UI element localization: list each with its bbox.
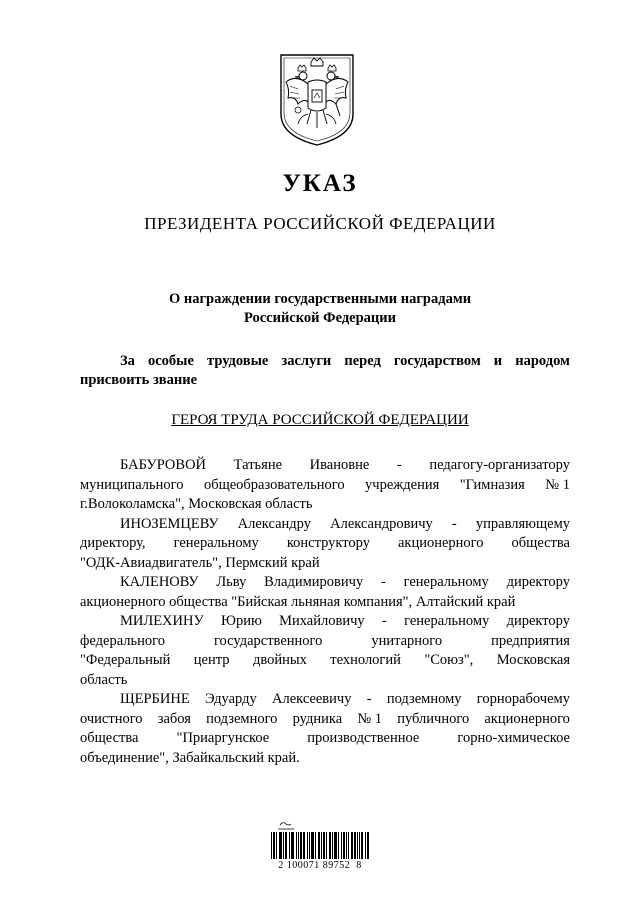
awardee-word: директору <box>506 613 570 629</box>
awardee-entry <box>80 612 570 690</box>
decree-subject <box>60 290 580 328</box>
awardee-word: - <box>366 691 372 707</box>
awardee-word: льняная <box>291 593 344 610</box>
barcode-bar <box>332 832 333 859</box>
awardee-entry-line <box>80 515 570 535</box>
awardee-word: конструктору <box>286 535 370 551</box>
barcode-bar <box>271 832 272 859</box>
awardee-word: рудника <box>292 710 343 727</box>
awardee-word: акционерного <box>484 710 570 727</box>
intro-word: заслуги <box>281 353 332 369</box>
barcode-bar <box>312 832 313 859</box>
award-title <box>0 412 640 429</box>
awardee-entry <box>80 456 570 515</box>
awardee-word: компания", <box>343 593 416 610</box>
awardee-word: двойных <box>252 652 307 668</box>
awardee-word: "Союз", <box>424 652 474 668</box>
barcode-bar <box>323 832 324 859</box>
awardee-entry-line <box>80 554 570 574</box>
awardee-word: генеральному <box>403 574 489 590</box>
awardee-entry-line <box>80 671 570 691</box>
awardee-word: федерального <box>80 632 165 649</box>
intro-word: За <box>120 353 135 369</box>
barcode-bar <box>351 832 352 859</box>
awardee-word: Александровичу <box>330 515 433 532</box>
awardee-word: забоя <box>157 710 191 727</box>
barcode-bar <box>289 832 290 859</box>
awardee-word: Эдуарду <box>204 691 257 707</box>
barcode-bar <box>307 832 308 859</box>
awardee-entry-line <box>80 534 570 554</box>
intro-word: государством <box>393 353 481 369</box>
awardee-word: Московская <box>188 496 266 512</box>
awardee-word: "Федеральный <box>80 652 171 668</box>
awardee-entry-line <box>80 573 570 593</box>
barcode-bar <box>291 832 292 859</box>
awardee-entry-line <box>80 729 570 749</box>
awardee-word: край <box>486 593 516 610</box>
decree-title: УКАЗ <box>282 170 358 197</box>
intro-word: и <box>493 353 503 369</box>
awardee-entry-line <box>80 651 570 671</box>
awardee-word: Пермский <box>225 554 292 571</box>
awardee-word: муниципального <box>80 476 184 493</box>
awardee-entry-line <box>80 593 570 613</box>
awardee-word: очистного <box>80 710 143 727</box>
barcode-bar <box>296 832 297 859</box>
barcode-bar <box>359 832 360 859</box>
awardee-word: технологий <box>330 652 401 668</box>
awardee-word: акционерного <box>80 593 170 610</box>
decree-subtitle: ПРЕЗИДЕНТА РОССИЙСКОЙ ФЕДЕРАЦИИ <box>144 214 496 233</box>
barcode-bar <box>355 832 356 859</box>
awardee-entry-line <box>80 710 570 730</box>
barcode-bar <box>336 832 337 859</box>
barcode-bar <box>343 832 344 859</box>
awardee-word: край. <box>267 749 300 766</box>
awardee-entry-line <box>80 495 570 515</box>
awardee-word: производственное <box>307 730 420 746</box>
barcode-bar <box>276 832 277 859</box>
awardee-word: педагогу-организатору <box>429 457 570 473</box>
barcode-bar <box>315 832 316 859</box>
awardee-word: № 1 <box>357 710 383 727</box>
barcode-bar <box>348 832 349 859</box>
barcode-bar <box>309 832 310 859</box>
barcode-bar <box>273 832 274 859</box>
barcode-bar <box>326 832 327 859</box>
awardee-entry-line <box>80 690 570 710</box>
awardee-word: общества <box>80 730 139 746</box>
barcode-bar <box>334 832 335 859</box>
barcode-bar <box>279 832 280 859</box>
barcode-bar <box>318 832 319 859</box>
awardee-word: г.Волоколамска", <box>80 496 189 512</box>
awardee-word: Юрию <box>221 613 262 629</box>
barcode-bar <box>330 832 331 859</box>
decree-subject-line: О награждении государственными наградами <box>168 291 472 307</box>
barcode-bar <box>362 832 363 859</box>
awardee-word: Татьяне <box>233 457 283 473</box>
barcode-bar <box>304 832 305 859</box>
barcode-bar <box>293 832 294 859</box>
barcode-bar <box>283 832 284 859</box>
intro-word: перед <box>344 353 381 369</box>
awardee-word: центр <box>193 652 230 668</box>
barcode-bar <box>368 832 369 859</box>
awardee-word: КАЛЕНОВУ <box>120 574 199 590</box>
barcode-bar <box>354 832 355 859</box>
barcode-bar <box>341 832 342 859</box>
intro-word: народом <box>515 353 570 369</box>
awardee-word: учреждения <box>365 476 440 493</box>
barcode-bar <box>280 832 281 859</box>
barcode-bar <box>311 832 312 859</box>
barcode-bar <box>281 832 282 859</box>
awardee-word: государственного <box>213 632 323 649</box>
intro-word: трудовые <box>207 353 269 369</box>
awardee-word: - <box>396 457 402 473</box>
barcode-bar <box>346 832 347 859</box>
barcode-bar <box>344 832 345 859</box>
awardee-word: акционерного <box>397 535 484 551</box>
awardee-word: Владимировичу <box>264 574 364 590</box>
awardee-word: "Приаргунское <box>176 730 270 746</box>
barcode-bar <box>352 832 353 859</box>
awardee-word: Забайкальский <box>172 749 268 766</box>
awardee-word: № 1 <box>545 476 570 493</box>
awardee-entry-line <box>80 632 570 652</box>
barcode-bar <box>286 832 287 859</box>
awardee-word: Александру <box>237 515 311 532</box>
awardee-word: директору <box>506 574 570 590</box>
barcode-bar <box>335 832 336 859</box>
awardee-entry <box>80 515 570 574</box>
barcode-number: 2 100071 89752 8 <box>278 860 362 871</box>
awardee-word: Алексеевичу <box>272 691 352 707</box>
awardee-word: - <box>380 574 386 590</box>
awardee-word: Льву <box>216 574 247 590</box>
awardee-list <box>80 456 570 768</box>
barcode-bar <box>301 832 302 859</box>
awardee-word: горно-химическое <box>457 730 570 746</box>
barcode-bar <box>300 832 301 859</box>
barcode-bar <box>361 832 362 859</box>
awardee-word: область <box>80 671 128 688</box>
awardee-word: - <box>451 515 457 532</box>
awardee-word: МИЛЕХИНУ <box>120 613 204 629</box>
awardee-word: публичного <box>397 710 470 727</box>
barcode-bar <box>329 832 330 859</box>
awardee-word: - <box>381 613 387 629</box>
awardee-word: Ивановне <box>309 457 370 473</box>
awardee-entry <box>80 573 570 612</box>
decree-intro <box>80 352 570 390</box>
awardee-word: Алтайский <box>415 593 487 610</box>
awardee-entry-line <box>80 476 570 496</box>
coat-of-arms-icon <box>278 52 356 148</box>
barcode-bar <box>292 832 293 859</box>
barcode-bar <box>313 832 314 859</box>
awardee-word: Михайловичу <box>279 613 365 629</box>
awardee-word: подземного <box>206 710 278 727</box>
awardee-word: горнорабочему <box>476 691 570 707</box>
barcode-bar <box>367 832 368 859</box>
barcode-bar <box>285 832 286 859</box>
awardee-entry-line <box>80 749 570 769</box>
awardee-word: "Гимназия <box>459 476 525 493</box>
awardee-word: ИНОЗЕМЦЕВУ <box>120 515 219 532</box>
awardee-word: подземному <box>386 691 462 707</box>
barcode-bar <box>321 832 322 859</box>
awardee-entry-line <box>80 612 570 632</box>
signature-mark <box>278 823 294 829</box>
barcode-bar <box>357 832 358 859</box>
decree-subject-line: Российской Федерации <box>243 310 396 326</box>
awardee-word: "Бийская <box>231 593 292 610</box>
awardee-word: общества <box>511 535 570 551</box>
barcode-bar <box>298 832 299 859</box>
awardee-word: управляющему <box>475 515 570 532</box>
awardee-word: унитарного <box>371 632 443 649</box>
awardee-word: общеобразовательного <box>203 476 345 493</box>
awardee-entry-line <box>80 456 570 476</box>
awardee-entry <box>80 690 570 768</box>
barcode-bar <box>303 832 304 859</box>
awardee-word: область <box>265 496 313 512</box>
intro-word: особые <box>147 353 194 369</box>
decree-intro-line <box>80 352 570 371</box>
awardee-word: "ОДК-Авиадвигатель", <box>80 554 226 571</box>
awardee-word: общества <box>169 593 232 610</box>
decree-intro-line: присвоить звание <box>80 372 198 388</box>
barcode <box>268 820 372 880</box>
awardee-word: Московская <box>496 652 570 668</box>
awardee-word: генеральному <box>404 613 490 629</box>
awardee-word: БАБУРОВОЙ <box>120 457 207 473</box>
barcode-bar <box>319 832 320 859</box>
barcode-bar <box>365 832 366 859</box>
awardee-word: предприятия <box>491 632 570 649</box>
awardee-word: объединение", <box>80 749 173 766</box>
award-title-text: ГЕРОЯ ТРУДА РОССИЙСКОЙ ФЕДЕРАЦИИ <box>171 412 469 428</box>
awardee-word: край <box>291 554 320 571</box>
awardee-word: ЩЕРБИНЕ <box>120 691 190 707</box>
barcode-bar <box>274 832 275 859</box>
awardee-word: генеральному <box>173 535 259 551</box>
barcode-bar <box>338 832 339 859</box>
barcode-bar <box>324 832 325 859</box>
awardee-word: директору, <box>80 535 146 551</box>
